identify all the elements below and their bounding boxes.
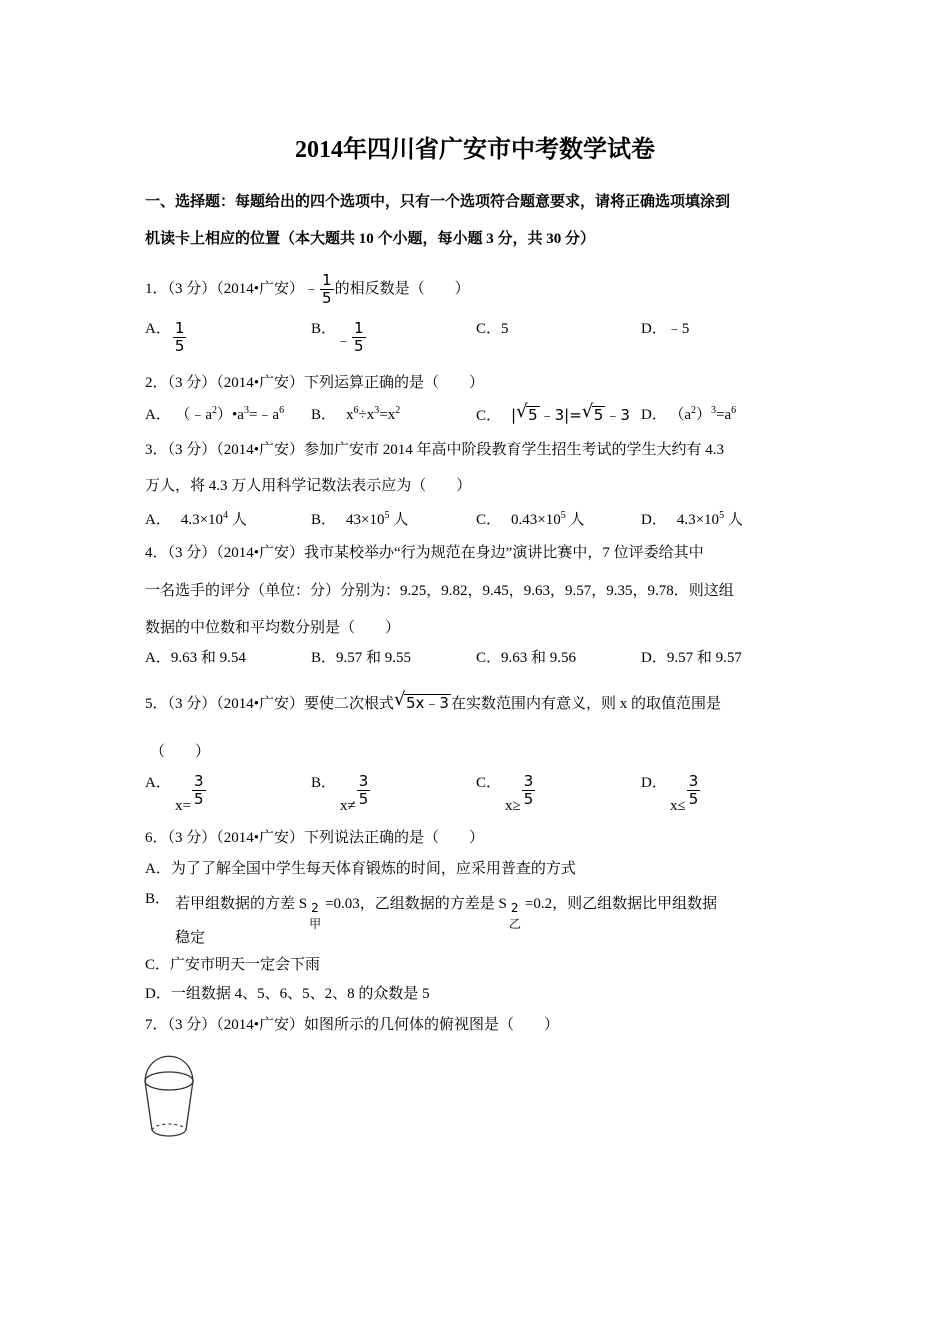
q4-stem-line1: 4．（3 分）（2014•广安）我市某校举办“行为规范在身边”演讲比赛中，7 位评委给其中 — [145, 545, 704, 561]
q6-option-d: D．一组数据 4、5、6、5、2、8 的众数是 5 — [145, 986, 430, 1002]
q3-stem-line1: 3．（3 分）（2014•广安）参加广安市 2014 年高中阶段教育学生招生考试的学生大约有 4.3 — [145, 442, 725, 458]
q3-option-b: B． $43\times 10^5$ 人 — [311, 510, 409, 528]
q4-option-d: D．9.57 和 9.57 — [641, 650, 742, 666]
bucket-left-side — [145, 1081, 152, 1130]
q4-stem-line2: 一名选手的评分（单位：分）分别为：9.25，9.82，9.45，9.63，9.57，9.35，9.78．则这组 — [145, 583, 734, 599]
q3-stem-line2: 万人，将 4.3 万人用科学记数法表示应为（ ） — [145, 478, 472, 494]
q3-option-a: A． $4.3\times 10^4$ 人 — [145, 510, 247, 528]
q5-option-b: B． — [311, 775, 337, 791]
q5-option-d-value: x≤ $\frac{3}{5}$ — [670, 772, 699, 814]
q5-stem: 5．（3 分）（2014•广安）要使二次根式 √ 5x﹣3 在实数范围内有意义，则 x 的取值范围是 — [145, 689, 721, 712]
q3-option-d: D． $4.3\times 10^5$ 人 — [641, 510, 743, 528]
q6-option-b-line2: 稳定 — [175, 930, 206, 946]
q5-option-a-value: x= $\frac{3}{5}$ — [175, 772, 204, 814]
q1-option-c: C．5 — [476, 321, 509, 337]
q6-option-a: A．为了了解全国中学生每天体育锻炼的时间，应采用普查的方式 — [145, 861, 576, 877]
bucket-bottom-front — [152, 1130, 186, 1136]
q6-stem: 6．（3 分）（2014•广安）下列说法正确的是（ ） — [145, 830, 485, 846]
q6-option-b-label: B． — [145, 891, 171, 907]
q5-answer-paren: （ ） — [150, 744, 211, 760]
q4-option-b: B．9.57 和 9.55 — [311, 650, 412, 666]
q3-option-c: C． $0.43\times 10^5$ 人 — [476, 510, 585, 528]
bucket-bottom-back — [152, 1124, 186, 1130]
bucket-top-rim — [145, 1072, 193, 1090]
q5-option-b-value: x≠ $\frac{3}{5}$ — [340, 772, 369, 814]
q2-option-d: D． $(a^2)^3=a^6$ — [641, 405, 737, 423]
q7-stem: 7．（3 分）（2014•广安）如图所示的几何体的俯视图是（ ） — [145, 1017, 560, 1033]
q5-option-c-value: x≥ $\frac{3}{5}$ — [505, 772, 534, 814]
q6-option-c: C．广安市明天一定会下雨 — [145, 957, 321, 973]
q4-option-c: C．9.63 和 9.56 — [476, 650, 577, 666]
bucket-handle — [145, 1056, 193, 1081]
q4-stem-line3: 数据的中位数和平均数分别是（ ） — [145, 620, 401, 636]
q2-stem: 2．（3 分）（2014•广安）下列运算正确的是（ ） — [145, 375, 485, 391]
q1-stem: 1．（3 分）（2014•广安）﹣ $\frac{1}{5}$ 的相反数是（ ） — [145, 271, 470, 307]
q1-option-d: D．﹣5 — [641, 321, 690, 337]
section-heading-line1: 一、选择题：每题给出的四个选项中，只有一个选项符合题意要求，请将正确选项填涂到 — [145, 194, 731, 210]
q6-option-b: 若甲组数据的方差 S 2 甲 =0.03，乙组数据的方差是 S 2 乙 =0.2，则乙组数据比甲组数据 — [175, 896, 718, 931]
q1-option-b: B．﹣ $\frac{1}{5}$ — [311, 319, 364, 355]
section-heading-line2: 机读卡上相应的位置（本大题共 10 个小题，每小题 3 分，共 30 分） — [145, 231, 596, 247]
q5-option-a: A． — [145, 775, 171, 791]
q5-option-c: C． — [476, 775, 502, 791]
q2-option-a: A． $(﹣a^2)•a^3=﹣a^6$ — [145, 405, 285, 423]
q5-option-d: D． — [641, 775, 667, 791]
bucket-figure — [138, 1048, 200, 1143]
page-title: 2014年四川省广安市中考数学试卷 — [295, 137, 655, 163]
q2-option-c: C． | √ 5 ﹣3|= √ 5 ﹣3 — [476, 401, 630, 424]
q4-option-a: A．9.63 和 9.54 — [145, 650, 246, 666]
q1-option-a: A． $\frac{1}{5}$ — [145, 319, 185, 355]
bucket-right-side — [186, 1081, 193, 1130]
q2-option-b: B． $x^6\div x^3=x^2$ — [311, 405, 401, 423]
